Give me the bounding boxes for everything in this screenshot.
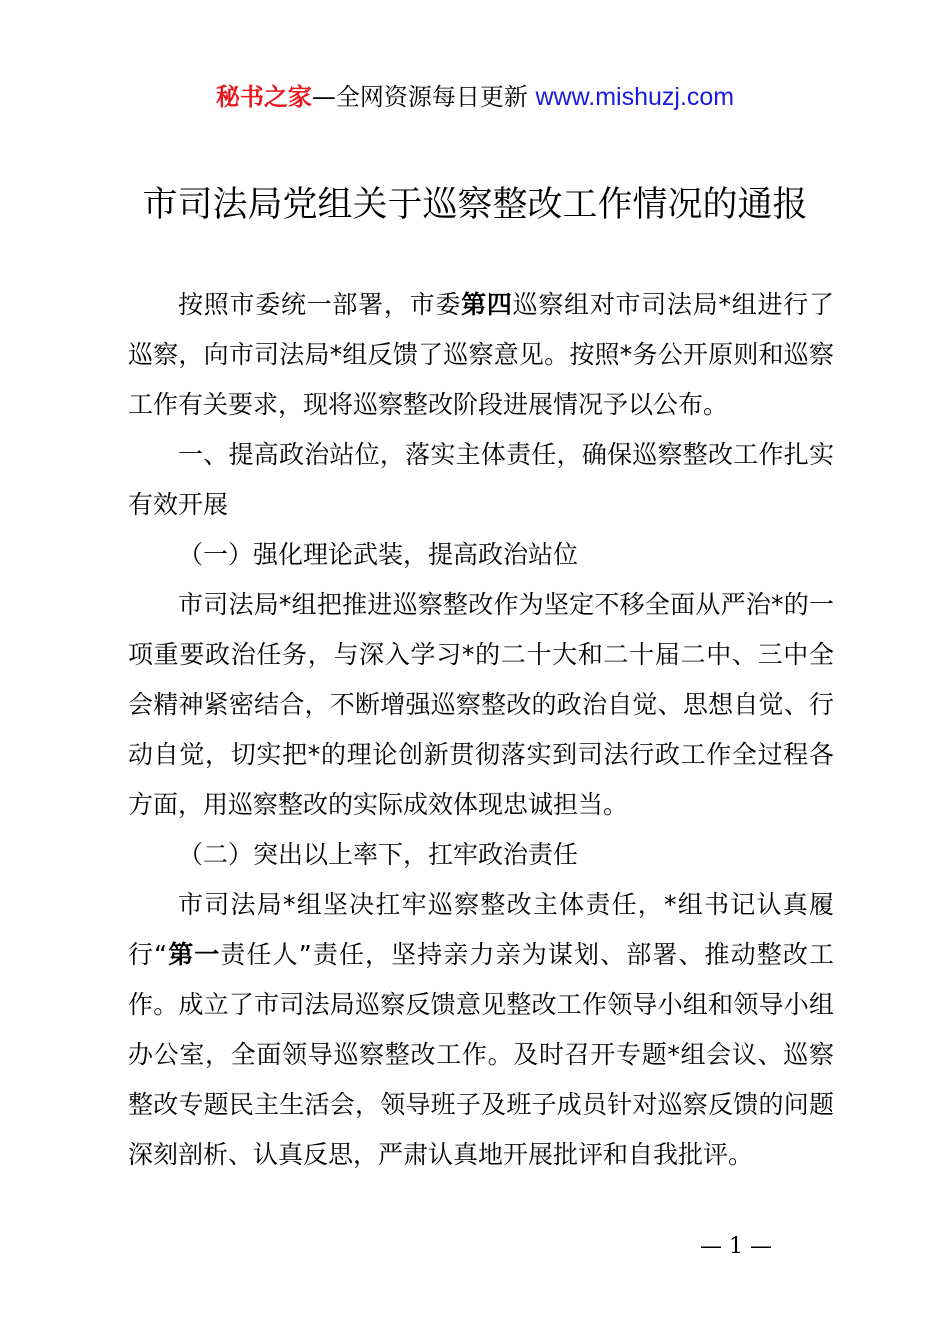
paragraph-body	[128, 880, 834, 1180]
brand-name: 秘书之家	[215, 83, 312, 111]
document-body	[128, 280, 834, 1180]
paragraph-text: 按照市委统一部署，市委	[178, 290, 462, 319]
section-heading: 一、提高政治站位，落实主体责任，确保巡察整改工作扎实有效开展	[128, 440, 834, 519]
site-url[interactable]: www.mishuzj.com	[535, 83, 735, 111]
paragraph-text: 责任人”责任，坚持亲力亲为谋划、部署、推动整改工作。成立了市司法局巡察反馈意见整改工作领导小组和领导小组办公室，全面领导巡察整改工作。及时召开专题*组会议、巡察整改专题民主生活会，领导班子及班子成员针对巡察反馈的问题深刻剖析、认真反思，严肃认真地开展批评和自我批评。	[128, 940, 834, 1169]
document-title: 市司法局党组关于巡察整改工作情况的通报	[142, 185, 808, 225]
paragraph-text: 巡察组对市司法局*组进行了巡察，向市司法局*组反馈了巡察意见。按照*务公开原则和巡察工作有关要求，现将巡察整改阶段进展情况予以公布。	[128, 290, 834, 419]
subsection-heading: （二）突出以上率下，扛牢政治责任	[178, 840, 579, 869]
paragraph-intro	[128, 280, 834, 430]
bold-text: 第四	[461, 290, 513, 319]
header-tagline: —全网资源每日更新	[311, 83, 536, 111]
site-header	[0, 80, 950, 114]
paragraph-text: 市司法局*组坚决扛牢巡察整改主体责任，*组书记认真履行“	[128, 890, 834, 969]
paragraph-body: 市司法局*组把推进巡察整改作为坚定不移全面从严治*的一项重要政治任务，与深入学习*的二十大和二十届二中、三中全会精神紧密结合，不断增强巡察整改的政治自觉、思想自觉、行动自觉，切实把*的理论创新贯彻落实到司法行政工作全过程各方面，用巡察整改的实际成效体现忠诚担当。	[128, 590, 834, 819]
subsection-heading: （一）强化理论武装，提高政治站位	[178, 540, 579, 569]
page-number: — 1 —	[700, 1234, 772, 1259]
bold-text: 第一	[167, 940, 221, 969]
